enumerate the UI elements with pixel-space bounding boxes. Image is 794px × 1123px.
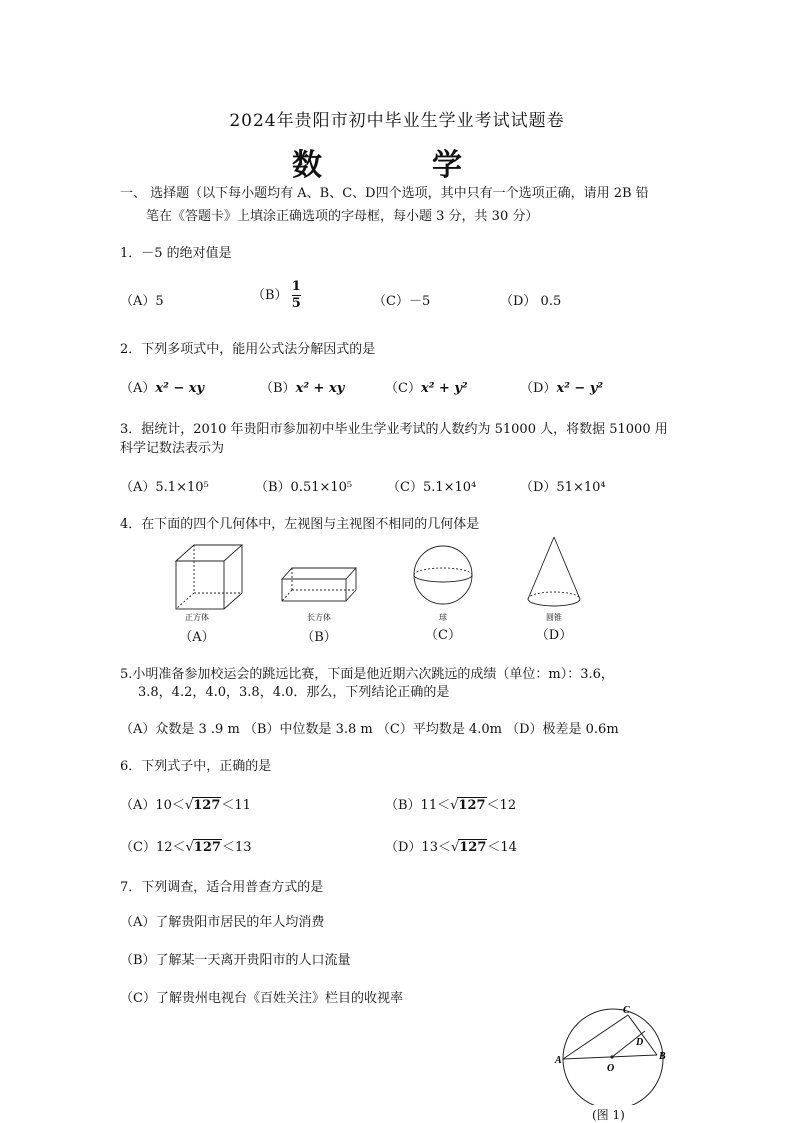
q5-stem-line1: 5.小明准备参加校运会的跳远比赛，下面是他近期六次跳远的成绩（单位：m）：3.6，	[120, 667, 614, 682]
q7-option-a: （A）了解贵阳市居民的年人均消费	[120, 915, 325, 930]
q1-fraction-numerator: 1	[291, 279, 301, 294]
q6-option-a-lower: （A）10＜	[120, 798, 185, 813]
cuboid-name: 长方体	[307, 613, 331, 622]
q4-stem: 4．在下面的四个几何体中，左视图与主视图不相同的几何体是	[120, 517, 480, 532]
q6-option-c-upper: ＜13	[221, 840, 252, 855]
sphere-name: 球	[439, 613, 447, 622]
q6-option-c	[120, 836, 251, 855]
q5-stem-line2: 3.8，4.2，4.0，3.8，4.0．那么，下列结论正确的是	[138, 685, 450, 700]
cone-name: 圆锥	[546, 613, 562, 622]
q6-stem: 6．下列式子中，正确的是	[120, 759, 272, 774]
q2-option-a-expr: x² − xy	[155, 381, 205, 396]
q4-option-b: （B）	[301, 630, 337, 645]
section-instruction-line1: 一、 选择题（以下每小题均有 A、B、C、D四个选项，其中只有一个选项正确，请用 2B 铅	[120, 186, 649, 201]
chord-cb	[628, 1015, 657, 1055]
q1-option-b-label: （B）	[252, 288, 288, 303]
cone-figure	[528, 537, 580, 606]
q5-options: （A）众数是 3 .9 m （B）中位数是 3.8 m （C）平均数是 4.0m （D）极差是 0.6m	[120, 722, 619, 737]
cube-name: 正方体	[185, 613, 209, 622]
radical-sign: √	[185, 840, 194, 855]
q3-option-d: （D）51×10⁴	[520, 480, 606, 495]
diameter-ab	[563, 1055, 657, 1059]
q3-stem-line1: 3．据统计，2010 年贵阳市参加初中毕业生学业考试的人数约为 51000 人，将数据 51000 用	[120, 422, 668, 437]
q2-option-d-label: （D）	[520, 381, 557, 396]
q6-radicand: 127	[193, 840, 221, 855]
q2-option-c-label: （C）	[385, 381, 421, 396]
q2-option-b	[260, 377, 344, 396]
paper-title: 2024年贵阳市初中毕业生学业考试试题卷	[229, 111, 565, 131]
q2-option-a	[120, 377, 204, 396]
q6-option-b-upper: ＜12	[486, 798, 517, 813]
q4-option-a: （A）	[179, 630, 215, 645]
q2-option-d	[520, 377, 603, 396]
q3-stem-line2: 科学记数法表示为	[120, 441, 225, 456]
q6-option-d	[385, 836, 517, 855]
q6-option-d-lower: （D）13＜	[385, 840, 451, 855]
label-c: C	[623, 1005, 630, 1016]
radical-sign: √	[450, 798, 459, 813]
label-d: D	[636, 1037, 644, 1048]
q2-stem: 2．下列多项式中，能用公式法分解因式的是	[120, 342, 376, 357]
label-o: O	[607, 1063, 615, 1074]
q1-option-c: （C）－5	[373, 294, 431, 309]
center-point	[610, 1055, 613, 1058]
q1-option-d: （D） 0.5	[500, 294, 562, 309]
cube-figure	[176, 545, 242, 609]
subject-heading: 数 学	[292, 148, 502, 183]
q1-option-a: （A）5	[120, 294, 164, 309]
q6-option-a	[120, 794, 251, 813]
q7-stem: 7．下列调查，适合用普查方式的是	[120, 880, 324, 895]
q6-radicand: 127	[458, 798, 486, 813]
label-a: A	[555, 1055, 562, 1066]
q6-radicand: 127	[459, 840, 487, 855]
radical-sign: √	[450, 840, 460, 855]
q6-option-a-upper: ＜11	[221, 798, 251, 813]
label-b: B	[659, 1051, 666, 1062]
q6-option-b-lower: （B）11＜	[385, 798, 451, 813]
q3-option-c: （C）5.1×10⁴	[387, 480, 477, 495]
q2-option-b-label: （B）	[260, 381, 296, 396]
q4-option-d: （D）	[535, 628, 573, 643]
q1-fraction-denominator: 5	[291, 296, 301, 311]
q6-option-d-upper: ＜14	[487, 840, 517, 855]
q3-option-b: （B）0.51×10⁵	[255, 480, 353, 495]
q7-option-b: （B）了解某一天离开贵阳市的人口流量	[120, 953, 351, 968]
radical-sign: √	[184, 798, 194, 813]
q6-option-b	[385, 794, 516, 813]
figure-caption: (图 1)	[592, 1108, 625, 1122]
q1-option-b	[252, 280, 301, 311]
q2-option-c-expr: x² + y²	[420, 381, 468, 396]
q3-option-a: （A）5.1×10⁵	[120, 480, 209, 495]
sphere-figure	[414, 546, 472, 604]
section-instruction-line2: 笔在《答题卡》上填涂正确选项的字母框，每小题 3 分，共 30 分）	[146, 209, 539, 224]
q1-fraction	[292, 280, 301, 311]
q2-option-b-expr: x² + xy	[295, 381, 345, 396]
q1-stem: 1．－5 的绝对值是	[120, 246, 232, 261]
cuboid-figure	[282, 568, 356, 601]
q6-radicand: 127	[193, 798, 221, 813]
q6-option-c-lower: （C）12＜	[120, 840, 186, 855]
q7-option-c: （C）了解贵州电视台《百姓关注》栏目的收视率	[120, 991, 403, 1006]
q4-option-c: （C）	[425, 628, 461, 643]
circle-figure-1	[550, 1005, 680, 1105]
q2-option-d-expr: x² − y²	[556, 381, 604, 396]
q2-option-a-label: （A）	[120, 381, 156, 396]
q4-solids	[160, 535, 620, 617]
q2-option-c	[385, 377, 468, 396]
